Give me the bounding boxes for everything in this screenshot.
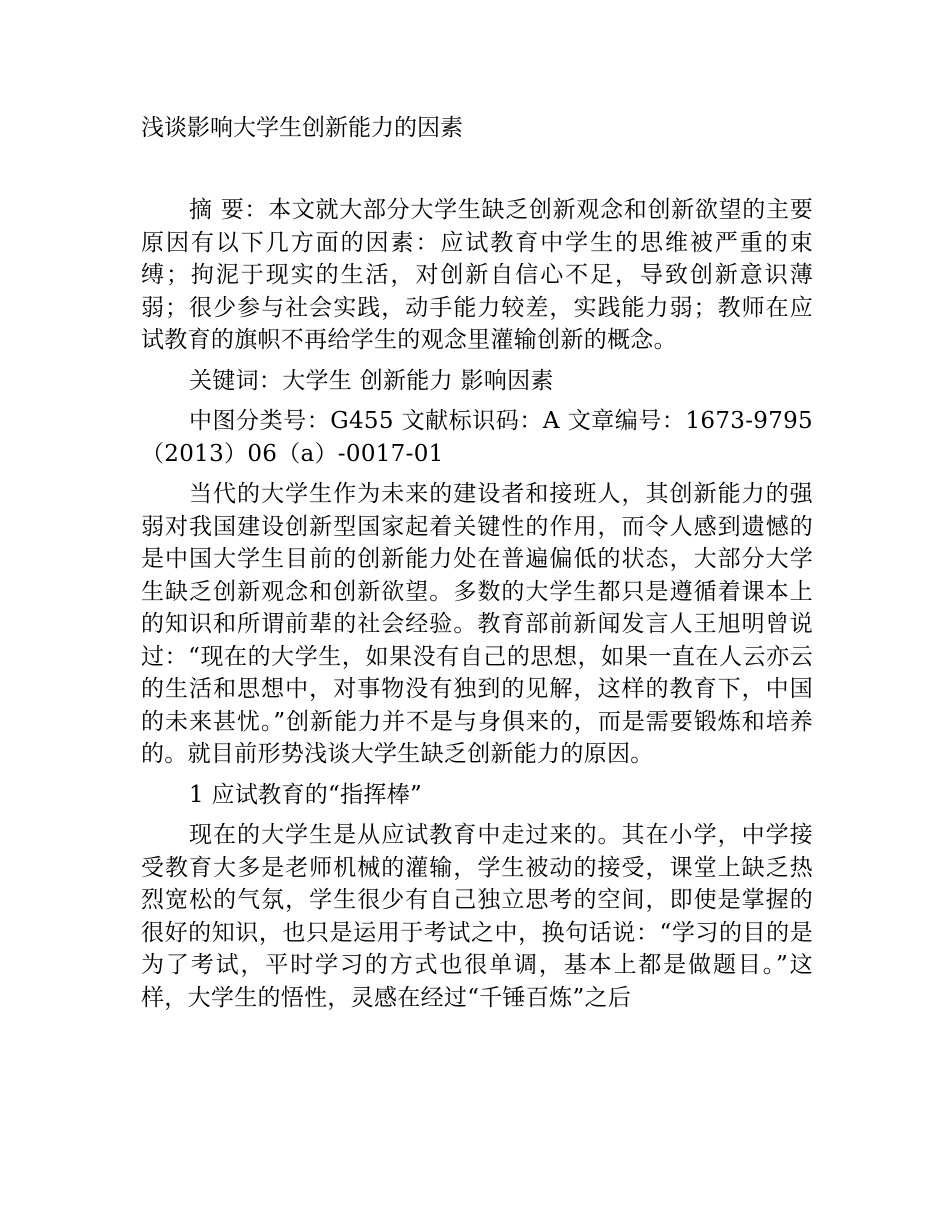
classification-line: 中图分类号：G455 文献标识码：A 文章编号：1673-9795（2013）06（a）-0017-01 [141,408,813,467]
intro-paragraph: 当代的大学生作为未来的建设者和接班人，其创新能力的强弱对我国建设创新型国家起着关键性的作用，而令人感到遗憾的是中国大学生目前的创新能力处在普遍偏低的状态，大部分大学生缺乏创新观念和创新欲望。多数的大学生都只是遵循着课本上的知识和所谓前辈的社会经验。教育部前新闻发言人王旭明曾说过：“现在的大学生，如果没有自己的思想，如果一直在人云亦云的生活和思想中，对事物没有独到的见解，这样的教育下，中国的未来甚忧。”创新能力并不是与身俱来的，而是需要锻炼和培养的。就目前形势浅谈大学生缺乏创新能力的原因。 [141,481,813,767]
abstract-paragraph: 摘 要：本文就大部分大学生缺乏创新观念和创新欲望的主要原因有以下几方面的因素：应试教育中学生的思维被严重的束缚；拘泥于现实的生活，对创新自信心不足，导致创新意识薄弱；很少参与社会实践，动手能力较差，实践能力弱；教师在应试教育的旗帜不再给学生的观念里灌输创新的概念。 [141,197,813,353]
document-page [141,112,813,1022]
document-title: 浅谈影响大学生创新能力的因素 [141,115,463,141]
section-heading: 1 应试教育的“指挥棒” [189,781,423,808]
section-body-paragraph: 现在的大学生是从应试教育中走过来的。其在小学，中学接受教育大多是老师机械的灌输，学生被动的接受，课堂上缺乏热烈宽松的气氛，学生很少有自己独立思考的空间，即使是掌握的很好的知识，也只是运用于考试之中，换句话说：“学习的目的是为了考试，平时学习的方式也很单调，基本上都是做题目。”这样，大学生的悟性，灵感在经过“千锤百炼”之后 [141,822,813,1011]
keywords-line: 关键词：大学生 创新能力 影响因素 [189,367,554,394]
